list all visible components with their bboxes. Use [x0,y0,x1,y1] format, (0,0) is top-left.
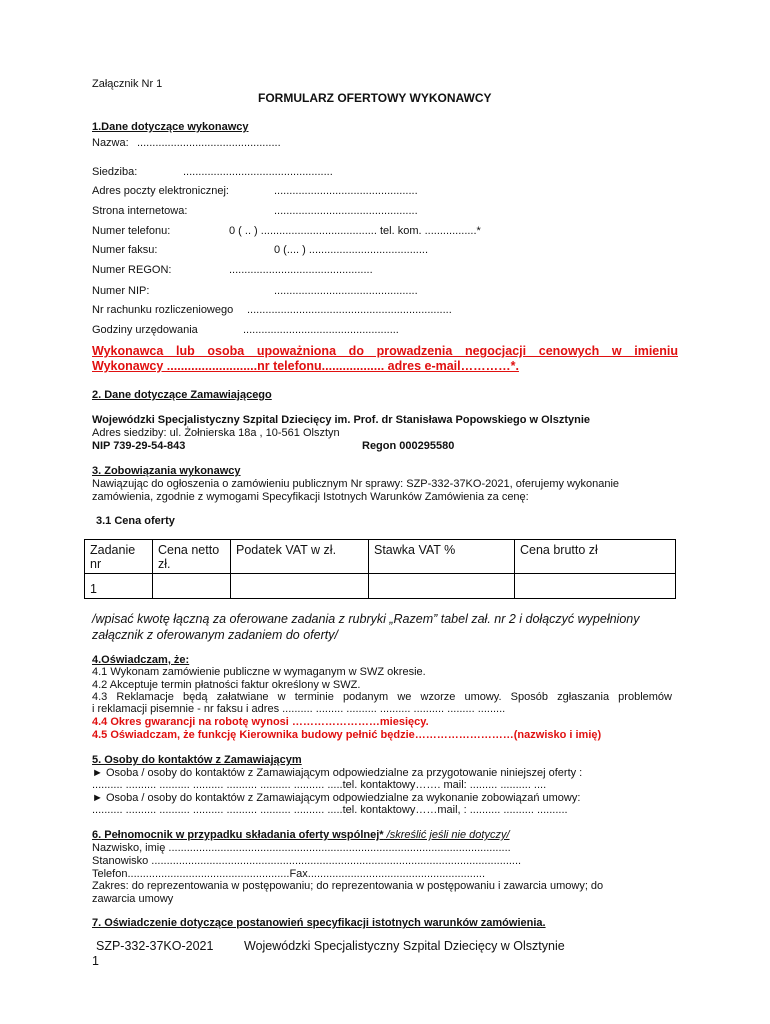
section-3-heading: 3. Zobowiązania wykonawcy [92,465,241,477]
faks-label: Numer faksu: [92,244,158,256]
contact-offer-field[interactable]: .......... .......... .......... .......... .......... .......... .......... .....tel. kontaktowy……. mail: ......... .......... .... [92,779,547,791]
price-note-line2: załącznik z oferowanym zadaniem do oferty/ [92,628,338,642]
statement-4-1: 4.1 Wykonam zamówienie publiczne w wymaganym w SWZ okresie. [92,666,426,678]
section-3-line1: Nawiązując do ogłoszenia o zamówieniu publicznym Nr sprawy: SZP-332-37KO-2021, oferujemy wykonanie [92,478,620,490]
zamawiajacy-address: Adres siedziby: ul. Żołnierska 18a , 10-561 Olsztyn [92,427,340,439]
contact-contract-field[interactable]: .......... .......... .......... .......... .......... .......... .......... .....tel. kontaktowy……mail, : .......... .......... .......... [92,804,568,816]
col-header-zadanie: Zadanie nr [85,540,153,574]
faks-field[interactable]: 0 (.... ) ....................................... [274,244,429,256]
www-label: Strona internetowa: [92,205,188,217]
statement-4-4: 4.4 Okres gwarancji na robotę wynosi ……………………miesięcy. [92,716,429,728]
zamawiajacy-regon: Regon 000295580 [362,440,455,452]
negotiator-notice-line2: Wykonawcy ..........................nr telefonu.................. adres e-mail…………*. [92,359,519,373]
negotiator-notice-line1: Wykonawca lub osoba upoważniona do prowadzenia negocjacji cenowych w imieniu [92,344,678,358]
www-field[interactable]: ............................................... [274,205,418,217]
price-table-header-row [85,540,676,574]
statement-4-3-line2: i reklamacji pisemnie - nr faksu i adres .......... ......... .......... .......... .......... ......... ......... [92,703,506,715]
statement-4-3-line1: 4.3 Reklamacje będą załatwiane w terminie podanym we wzorze umowy. Sposób zgłaszania problemów [92,691,672,703]
pelnomocnik-zakres-line1: Zakres: do reprezentowania w postępowaniu; do reprezentowania w postępowaniu i zawarcia umowy; do [92,880,604,892]
col-header-stawka-vat: Stawka VAT % [369,540,515,574]
pelnomocnik-telefon-fax-field[interactable]: Telefon.....................................................Fax.......................................................... [92,868,486,880]
price-table [84,539,676,599]
siedziba-field[interactable]: ................................................. [183,166,333,178]
section-2-heading: 2. Dane dotyczące Zamawiającego [92,389,272,401]
konto-label: Nr rachunku rozliczeniowego [92,304,234,316]
footer-page-number: 1 [92,954,99,968]
col-header-cena-brutto: Cena brutto zł [515,540,676,574]
section-1-heading: 1.Dane dotyczące wykonawcy [92,121,249,133]
section-4-heading: 4.Oświadczam, że: [92,654,190,666]
section-3-line2: zamówienia, zgodnie z wymogami Specyfikacji Istotnych Warunków Zamówienia za cenę: [92,491,529,503]
cell-cena-brutto[interactable] [515,574,676,599]
regon-field[interactable]: ............................................... [229,264,373,276]
cell-cena-netto[interactable] [153,574,231,599]
table-row [85,574,676,599]
section-6-heading: 6. Pełnomocnik w przypadku składania oferty wspólnej* [92,829,384,841]
contact-offer-label: ► Osoba / osoby do kontaktów z Zamawiającym odpowiedzialne za przygotowanie niniejszej oferty : [92,767,583,779]
pelnomocnik-zakres-line2: zawarcia umowy [92,893,174,905]
footer-organization: Wojewódzki Specjalistyczny Szpital Dziecięcy w Olsztynie [244,939,565,953]
contact-contract-label: ► Osoba / osoby do kontaktów z Zamawiającym odpowiedzialne za wykonanie zobowiązań umowy: [92,792,581,804]
cell-zadanie: 1 [85,574,153,599]
email-label: Adres poczty elektronicznej: [92,185,229,197]
nip-label: Numer NIP: [92,285,150,297]
telefon-field[interactable]: 0 ( .. ) ...................................... tel. kom. .................* [229,225,481,237]
section-7-heading: 7. Oświadczenie dotyczące postanowień specyfikacji istotnych warunków zamówienia. [92,917,546,929]
attachment-label: Załącznik Nr 1 [92,78,163,90]
zamawiajacy-name: Wojewódzki Specjalistyczny Szpital Dziecięcy im. Prof. dr Stanisława Popowskiego w Olsztynie [92,414,590,426]
regon-label: Numer REGON: [92,264,172,276]
section-6-heading-row [92,829,510,841]
zamawiajacy-nip: NIP 739-29-54-843 [92,440,186,452]
section-6-note: /skreślić jeśli nie dotyczy/ [383,829,510,841]
cell-podatek-vat[interactable] [231,574,369,599]
konto-field[interactable]: ................................................................... [247,304,452,316]
nazwa-label: Nazwa: [92,137,129,149]
section-5-heading: 5. Osoby do kontaktów z Zamawiającym [92,754,302,766]
col-header-cena-netto: Cena netto zł. [153,540,231,574]
statement-4-5: 4.5 Oświadczam, że funkcję Kierownika budowy pełnić będzie………………………(nazwisko i imię) [92,729,602,741]
statement-4-2: 4.2 Akceptuje termin płatności faktur określony w SWZ. [92,679,361,691]
godziny-label: Godziny urzędowania [92,324,198,336]
godziny-field[interactable]: ................................................... [243,324,399,336]
cena-oferty-heading: 3.1 Cena oferty [96,515,175,527]
cell-stawka-vat[interactable] [369,574,515,599]
telefon-label: Numer telefonu: [92,225,171,237]
nip-field[interactable]: ............................................... [274,285,418,297]
price-note-line1: /wpisać kwotę łączną za oferowane zadania z rubryki „Razem” tabel zał. nr 2 i dołączyć wypełniony [92,612,640,626]
footer-case-code: SZP-332-37KO-2021 [96,939,214,953]
siedziba-label: Siedziba: [92,166,138,178]
pelnomocnik-stanowisko-field[interactable]: Stanowisko ......................................................................................................................... [92,855,522,867]
col-header-podatek-vat: Podatek VAT w zł. [231,540,369,574]
pelnomocnik-nazwisko-field[interactable]: Nazwisko, imię ................................................................................................................ [92,842,511,854]
page-title: FORMULARZ OFERTOWY WYKONAWCY [258,91,492,105]
nazwa-field[interactable]: ............................................... [137,137,281,149]
email-field[interactable]: ............................................... [274,185,418,197]
